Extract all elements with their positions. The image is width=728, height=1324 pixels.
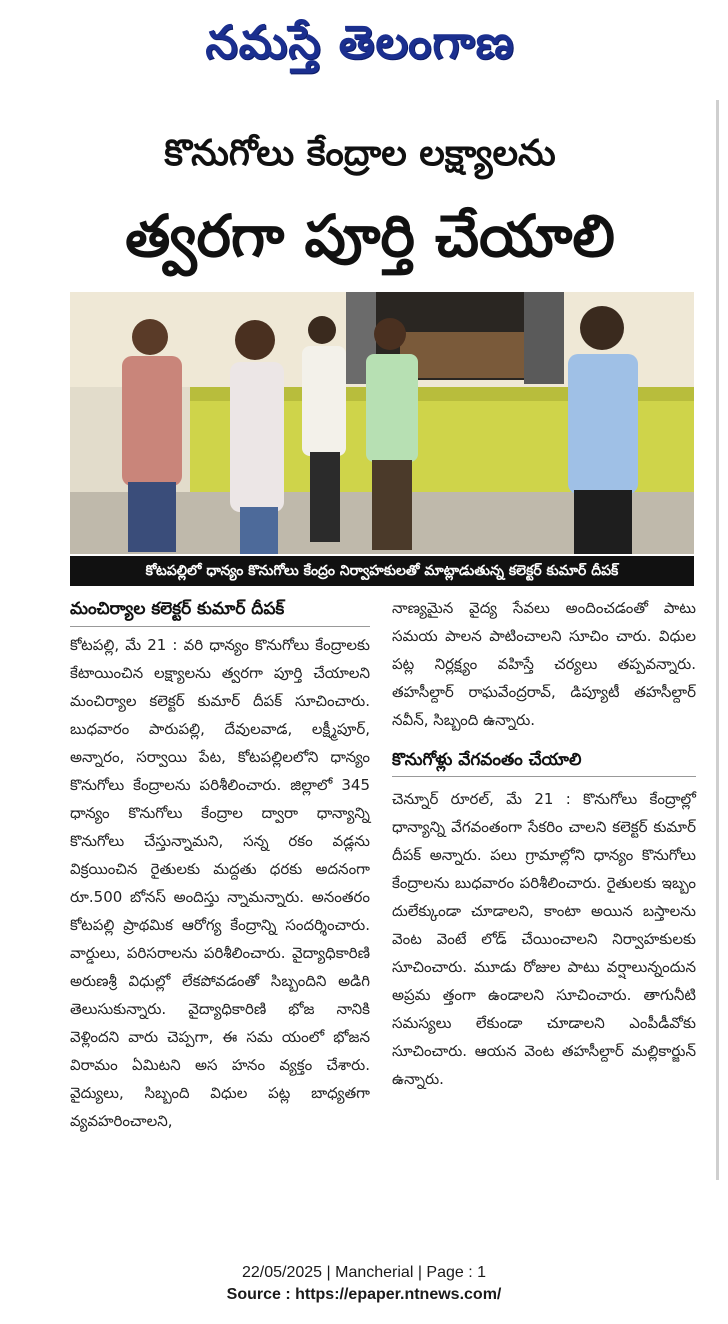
article-column-left	[70, 594, 370, 1135]
footer-date-edition: 22/05/2025 | Mancherial | Page : 1	[241, 1264, 487, 1281]
article-byline: మంచిర్యాల కలెక్టర్ కుమార్ దీపక్	[70, 594, 370, 627]
article-headline: త్వరగా పూర్తి చేయాలి	[125, 202, 615, 270]
newspaper-masthead	[150, 6, 570, 78]
news-photo-illustration	[70, 292, 694, 554]
masthead-title: నమస్తే తెలంగాణ	[205, 15, 515, 69]
news-photo	[70, 292, 694, 554]
article-body-left: కోటపల్లి, మే 21 : వరి ధాన్యం కొనుగోలు కేంద్రాలకు కేటాయించిన లక్ష్యాలను త్వరగా పూర్తి చేయాలని మంచిర్యాల కలెక్టర్ కుమార్ దీపక్ సూచించారు. బుధవారం పారుపల్లి, దేవులవాడ, లక్ష్మీపూర్, అన్నారం, సర్వాయి పేట, కోటపల్లిలలోని ధాన్యం కొనుగోలు కేంద్రాలను పరిశీలించారు. జిల్లాలో 345 ధాన్యం కొనుగోలు కేంద్రాల ద్వారా ధాన్యాన్ని కొనుగోలు చేస్తున్నామని, సన్న రకం వడ్లను విక్రయించిన రైతులకు మద్దతు ధరకు అదనంగా రూ.500 బోనస్ అందిస్తు న్నామన్నారు. అనంతరం కోటపల్లి ప్రాథమిక ఆరోగ్య కేంద్రాన్ని సందర్శించారు. వార్డులు, పరిసరాలను పరిశీలించారు. వైద్యాధికారిణి అరుణశ్రీ విధుల్లో లేకపోవడంతో సిబ్బందిని అడిగి తెలుసుకున్నారు. వైద్యాధికారిణి భోజ నానికి వెళ్లిందని వారు చెప్పగా, ఈ సమ యంలో భోజన విరామం ఏమిటని అస హనం వ్యక్తం చేశారు. వైద్యులు, సిబ్బంది విధుల పట్ల బాధ్యతగా వ్యవహరించాలని,	[70, 636, 370, 1130]
article-subhead: కొనుగోళ్లు వేగవంతం చేయాలి	[392, 744, 696, 777]
article-column-right	[392, 594, 696, 1093]
column-divider	[716, 100, 719, 1180]
article-kicker: కొనుగోలు కేంద్రాల లక్ష్యాలను	[164, 133, 556, 174]
page-footer	[0, 1262, 728, 1306]
footer-source: Source : https://epaper.ntnews.com/	[226, 1286, 502, 1303]
article-sub-body: చెన్నూర్ రూరల్, మే 21 : కొనుగోలు కేంద్రాల్లో ధాన్యాన్ని వేగవంతంగా సేకరిం చాలని కలెక్టర్ కుమార్ దీపక్ అన్నారు. పలు గ్రామాల్లోని ధాన్యం కొనుగోలు కేంద్రాలను బుధవారం పరిశీలించారు. రైతులకు ఇబ్బం దులేక్కుండా చూడాలని, కాంటా అయిన బస్తాలను వెంట వెంటే లోడ్ చేయించాలని నిర్వాహకులకు సూచించారు. మూడు రోజుల పాటు వర్షాలున్నందున అప్రమ త్తంగా ఉండాలని సూచించారు. తాగునీటి సమస్యలు లేకుండా చూడాలని ఎంపీడీవోకు సూచించారు. ఆయన వెంట తహసీల్దార్ మల్లికార్జున్ ఉన్నారు.	[392, 790, 696, 1088]
article-body-right: నాణ్యమైన వైద్య సేవలు అందించడంతో పాటు సమయ పాలన పాటించాలని సూచిం చారు. విధుల పట్ల నిర్లక్ష్యం వహిస్తే చర్యలు తప్పవన్నారు. తహసీల్దార్ రాఘవేంద్రరావ్, డిప్యూటీ తహసీల్దార్ నవీన్, సిబ్బంది ఉన్నారు.	[392, 599, 696, 729]
photo-caption: కోటపల్లిలో ధాన్యం కొనుగోలు కేంద్రం నిర్వాహకులతో మాట్లాడుతున్న కలెక్టర్ కుమార్ దీపక్	[70, 556, 694, 586]
